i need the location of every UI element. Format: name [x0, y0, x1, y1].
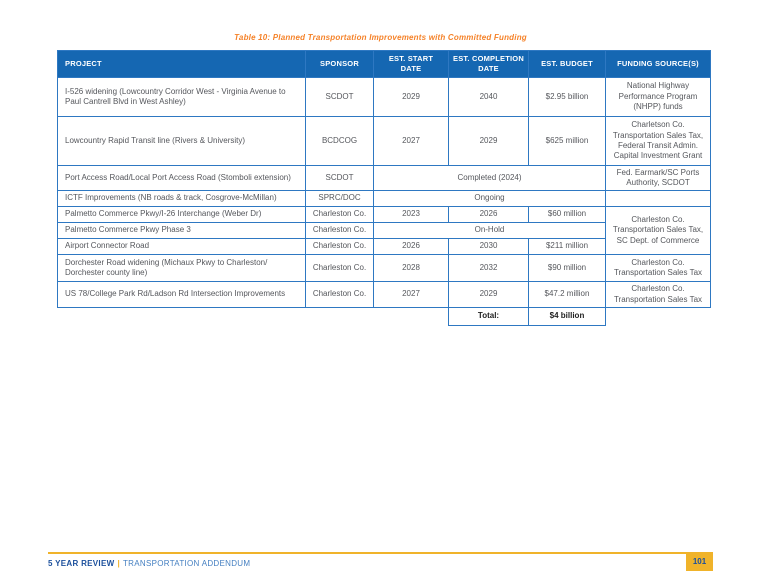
cell-start: 2028: [374, 255, 449, 282]
table-row: [58, 166, 711, 191]
cell-project: I-526 widening (Lowcountry Corridor West - Virginia Avenue to Paul Cantrell Blvd in West Ashley): [58, 78, 306, 117]
cell-sponsor: Charleston Co.: [306, 282, 374, 308]
cell-project: Airport Connector Road: [58, 239, 306, 255]
header-funding-source: FUNDING SOURCE(S): [606, 51, 711, 78]
table-row: [58, 207, 711, 223]
total-label: Total:: [449, 308, 529, 326]
cell-status: Completed (2024): [374, 166, 606, 191]
table-row: [58, 282, 711, 308]
cell-sponsor: SCDOT: [306, 166, 374, 191]
footer-review-label: 5 YEAR REVIEW: [48, 559, 115, 568]
table-row: [58, 255, 711, 282]
footer: [48, 559, 250, 568]
cell-start: 2026: [374, 239, 449, 255]
cell-completion: 2029: [449, 117, 529, 166]
cell-start: 2027: [374, 282, 449, 308]
cell-start: 2029: [374, 78, 449, 117]
cell-budget: $60 million: [529, 207, 606, 223]
cell-project: Palmetto Commerce Pkwy/I-26 Interchange (Weber Dr): [58, 207, 306, 223]
page-number-badge: 101: [686, 552, 713, 571]
cell-empty: [306, 308, 374, 326]
cell-project: US 78/College Park Rd/Ladson Rd Intersection Improvements: [58, 282, 306, 308]
cell-funding: Charleston Co. Transportation Sales Tax: [606, 282, 711, 308]
footer-section-label: TRANSPORTATION ADDENDUM: [122, 559, 251, 568]
total-value: $4 billion: [529, 308, 606, 326]
cell-empty: [374, 308, 449, 326]
header-project: PROJECT: [58, 51, 306, 78]
cell-funding: Charleston Co. Transportation Sales Tax: [606, 255, 711, 282]
cell-completion: 2030: [449, 239, 529, 255]
cell-sponsor: BCDCOG: [306, 117, 374, 166]
table-header-row: [58, 51, 711, 78]
table-title: Table 10: Planned Transportation Improvements with Committed Funding: [234, 33, 527, 42]
cell-budget: $47.2 million: [529, 282, 606, 308]
cell-empty: [58, 308, 306, 326]
cell-status: Ongoing: [374, 191, 606, 207]
cell-sponsor: Charleston Co.: [306, 223, 374, 239]
footer-separator: |: [117, 559, 120, 568]
cell-budget: $625 million: [529, 117, 606, 166]
cell-sponsor: SPRC/DOC: [306, 191, 374, 207]
table-row: [58, 78, 711, 117]
cell-budget: $90 million: [529, 255, 606, 282]
cell-budget: $2.95 billion: [529, 78, 606, 117]
header-budget: EST. BUDGET: [529, 51, 606, 78]
cell-start: 2023: [374, 207, 449, 223]
cell-completion: 2029: [449, 282, 529, 308]
transportation-improvements-table: [57, 50, 711, 326]
cell-project: Dorchester Road widening (Michaux Pkwy to Charleston/ Dorchester county line): [58, 255, 306, 282]
header-completion-date: EST. COMPLETION DATE: [449, 51, 529, 78]
table-total-row: [58, 308, 711, 326]
cell-project: ICTF Improvements (NB roads & track, Cosgrove-McMillan): [58, 191, 306, 207]
cell-funding: National Highway Performance Program (NHPP) funds: [606, 78, 711, 117]
cell-completion: 2032: [449, 255, 529, 282]
cell-sponsor: SCDOT: [306, 78, 374, 117]
cell-sponsor: Charleston Co.: [306, 255, 374, 282]
cell-budget: $211 million: [529, 239, 606, 255]
cell-completion: 2040: [449, 78, 529, 117]
cell-start: 2027: [374, 117, 449, 166]
cell-sponsor: Charleston Co.: [306, 207, 374, 223]
cell-completion: 2026: [449, 207, 529, 223]
table-row: [58, 117, 711, 166]
cell-status: On-Hold: [374, 223, 606, 239]
footer-rule: [48, 552, 713, 554]
cell-empty: [606, 308, 711, 326]
cell-funding-merged: Charleston Co. Transportation Sales Tax, SC Dept. of Commerce: [606, 207, 711, 255]
header-sponsor: SPONSOR: [306, 51, 374, 78]
cell-funding: Charletson Co. Transportation Sales Tax, Federal Transit Admin. Capital Investment Grant: [606, 117, 711, 166]
table-row: [58, 191, 711, 207]
cell-funding-empty: [606, 191, 711, 207]
cell-project: Port Access Road/Local Port Access Road (Stomboli extension): [58, 166, 306, 191]
header-start-date: EST. START DATE: [374, 51, 449, 78]
cell-sponsor: Charleston Co.: [306, 239, 374, 255]
cell-project: Palmetto Commerce Pkwy Phase 3: [58, 223, 306, 239]
cell-funding: Fed. Earmark/SC Ports Authority, SCDOT: [606, 166, 711, 191]
cell-project: Lowcountry Rapid Transit line (Rivers & University): [58, 117, 306, 166]
